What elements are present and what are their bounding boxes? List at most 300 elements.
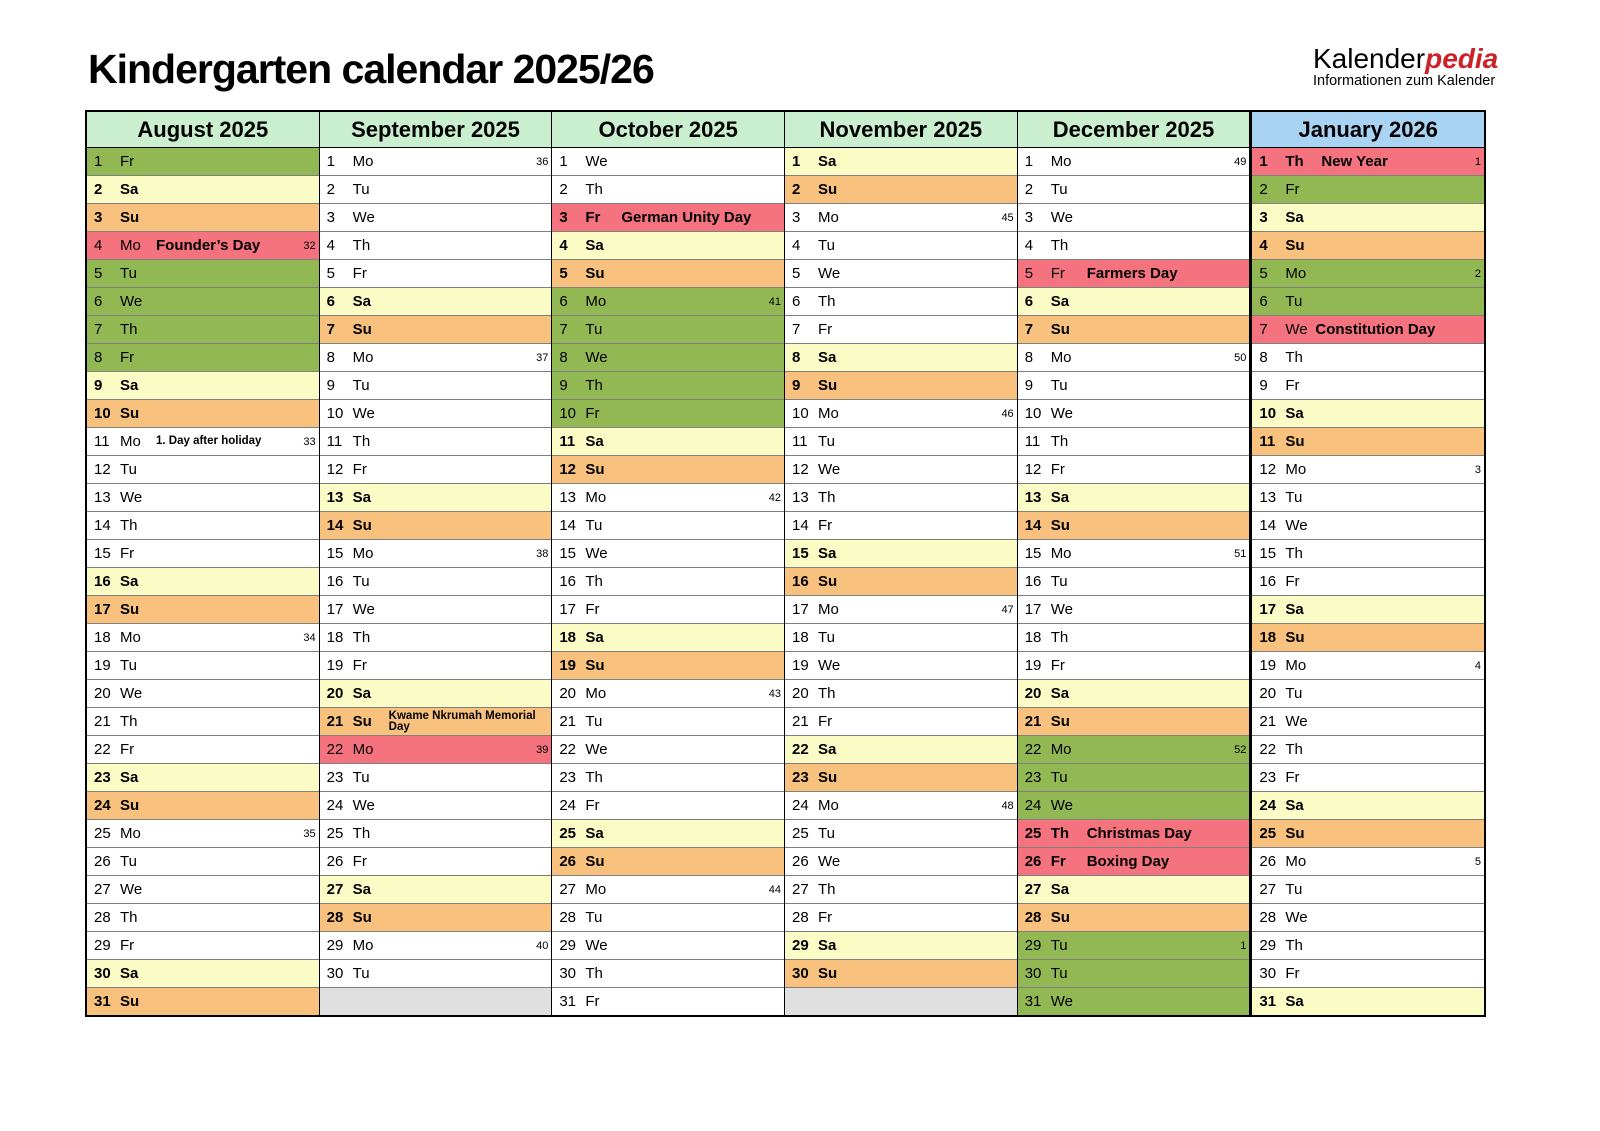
day-number: 16 bbox=[326, 573, 344, 590]
day-cell bbox=[87, 400, 319, 428]
weekday-abbrev: We bbox=[120, 293, 143, 310]
day-number: 26 bbox=[792, 853, 809, 870]
day-number: 7 bbox=[326, 321, 336, 338]
day-number: 3 bbox=[1259, 209, 1268, 226]
day-cell bbox=[785, 204, 1017, 232]
day-cell bbox=[1252, 456, 1484, 484]
day-number: 12 bbox=[94, 461, 111, 478]
weekday-abbrev: Tu bbox=[1050, 377, 1068, 394]
day-number: 26 bbox=[1024, 853, 1042, 870]
day-cell bbox=[87, 512, 319, 540]
weekday-abbrev: We bbox=[818, 461, 841, 478]
weekday-abbrev: Th bbox=[1285, 937, 1303, 954]
day-number: 3 bbox=[94, 209, 103, 226]
day-cell bbox=[87, 232, 319, 260]
day-number: 3 bbox=[326, 209, 336, 226]
day-cell bbox=[785, 736, 1017, 764]
day-cell bbox=[320, 288, 552, 316]
weekday-abbrev: We bbox=[352, 209, 375, 226]
weekday-abbrev: Th bbox=[1285, 349, 1303, 366]
day-cell bbox=[320, 568, 552, 596]
holiday-label: Christmas Day bbox=[1086, 825, 1192, 842]
day-number: 25 bbox=[792, 825, 809, 842]
day-number: 11 bbox=[94, 433, 110, 450]
weekday-abbrev: Fr bbox=[818, 713, 833, 730]
day-number: 18 bbox=[326, 629, 344, 646]
weekday-abbrev: Su bbox=[120, 405, 140, 422]
day-number: 14 bbox=[1024, 517, 1042, 534]
weekday-abbrev: Sa bbox=[818, 937, 837, 954]
weekday-abbrev: Sa bbox=[1285, 797, 1304, 814]
weekday-abbrev: Th bbox=[120, 713, 138, 730]
day-cell bbox=[785, 316, 1017, 344]
day-number: 17 bbox=[1259, 601, 1277, 618]
weekday-abbrev: Mo bbox=[1285, 461, 1307, 478]
week-number: 5 bbox=[1474, 855, 1482, 868]
day-number: 19 bbox=[94, 657, 111, 674]
day-number: 6 bbox=[1024, 293, 1034, 310]
day-number: 12 bbox=[326, 461, 344, 478]
day-number: 19 bbox=[559, 657, 577, 674]
day-cell bbox=[1018, 932, 1250, 960]
day-number: 17 bbox=[326, 601, 344, 618]
day-cell bbox=[1252, 904, 1484, 932]
week-number: 43 bbox=[768, 687, 782, 700]
month-column-august-2025 bbox=[87, 112, 319, 1015]
day-number: 30 bbox=[94, 965, 111, 982]
weekday-abbrev: Th bbox=[585, 573, 603, 590]
day-cell bbox=[87, 568, 319, 596]
day-cell bbox=[87, 848, 319, 876]
day-cell bbox=[1252, 848, 1484, 876]
weekday-abbrev: Sa bbox=[818, 545, 837, 562]
week-number: 51 bbox=[1234, 547, 1247, 560]
weekday-abbrev: Fr bbox=[1285, 769, 1300, 786]
weekday-abbrev: Sa bbox=[1050, 685, 1070, 702]
weekday-abbrev: We bbox=[1050, 405, 1073, 422]
day-number: 13 bbox=[792, 489, 809, 506]
weekday-abbrev: Mo bbox=[1050, 741, 1072, 758]
day-cell bbox=[87, 148, 319, 176]
day-cell bbox=[320, 540, 552, 568]
day-number: 8 bbox=[559, 349, 568, 366]
day-number: 16 bbox=[1259, 573, 1277, 590]
day-cell bbox=[1252, 708, 1484, 736]
day-cell bbox=[87, 764, 319, 792]
month-header-december-2025: December 2025 bbox=[1018, 112, 1250, 148]
day-cell bbox=[785, 176, 1017, 204]
weekday-abbrev: Sa bbox=[1285, 209, 1304, 226]
day-cell bbox=[785, 680, 1017, 708]
weekday-abbrev: Tu bbox=[1050, 937, 1068, 954]
weekday-abbrev: Fr bbox=[1050, 657, 1065, 674]
day-number: 21 bbox=[792, 713, 809, 730]
weekday-abbrev: Su bbox=[585, 853, 605, 870]
day-cell bbox=[785, 596, 1017, 624]
day-cell bbox=[785, 288, 1017, 316]
week-number: 52 bbox=[1234, 743, 1247, 756]
day-number: 16 bbox=[559, 573, 577, 590]
day-cell bbox=[1252, 316, 1484, 344]
day-number: 13 bbox=[559, 489, 577, 506]
weekday-abbrev: Tu bbox=[120, 461, 137, 478]
day-number: 21 bbox=[559, 713, 577, 730]
weekday-abbrev: Fr bbox=[585, 405, 600, 422]
day-cell bbox=[552, 876, 784, 904]
day-cell bbox=[1252, 932, 1484, 960]
day-number: 4 bbox=[326, 237, 336, 254]
day-number: 21 bbox=[94, 713, 111, 730]
day-number: 26 bbox=[1259, 853, 1277, 870]
weekday-abbrev: Mo bbox=[1285, 657, 1307, 674]
weekday-abbrev: We bbox=[1050, 209, 1073, 226]
day-number: 20 bbox=[559, 685, 577, 702]
day-number: 27 bbox=[792, 881, 809, 898]
weekday-abbrev: Mo bbox=[352, 349, 374, 366]
day-cell bbox=[320, 624, 552, 652]
day-cell bbox=[320, 372, 552, 400]
day-number: 10 bbox=[326, 405, 344, 422]
day-number: 18 bbox=[1259, 629, 1277, 646]
weekday-abbrev: We bbox=[1285, 909, 1308, 926]
weekday-abbrev: Su bbox=[818, 965, 838, 982]
day-cell bbox=[785, 484, 1017, 512]
day-cell bbox=[1018, 400, 1250, 428]
day-cell bbox=[1018, 988, 1250, 1015]
day-number: 22 bbox=[326, 741, 344, 758]
day-number: 19 bbox=[1024, 657, 1042, 674]
day-number: 2 bbox=[559, 181, 568, 198]
day-cell bbox=[87, 204, 319, 232]
weekday-abbrev: Tu bbox=[1285, 881, 1303, 898]
day-cell bbox=[785, 428, 1017, 456]
day-cell bbox=[1018, 708, 1250, 736]
day-number: 6 bbox=[1259, 293, 1268, 310]
day-number: 23 bbox=[1024, 769, 1042, 786]
day-number: 28 bbox=[94, 909, 111, 926]
weekday-abbrev: Fr bbox=[1050, 461, 1065, 478]
day-number: 29 bbox=[559, 937, 577, 954]
weekday-abbrev: We bbox=[120, 685, 143, 702]
day-cell bbox=[87, 540, 319, 568]
weekday-abbrev: Su bbox=[585, 657, 605, 674]
day-cell bbox=[87, 932, 319, 960]
day-cell bbox=[1252, 960, 1484, 988]
weekday-abbrev: Fr bbox=[120, 545, 135, 562]
day-cell bbox=[1252, 232, 1484, 260]
day-number: 19 bbox=[1259, 657, 1277, 674]
weekday-abbrev: Su bbox=[120, 993, 140, 1010]
weekday-abbrev: Su bbox=[585, 461, 605, 478]
day-number: 19 bbox=[326, 657, 344, 674]
month-header-august-2025: August 2025 bbox=[87, 112, 319, 148]
day-number: 22 bbox=[1024, 741, 1042, 758]
day-number: 24 bbox=[792, 797, 809, 814]
day-number: 23 bbox=[326, 769, 344, 786]
day-number: 19 bbox=[792, 657, 809, 674]
day-number: 28 bbox=[1024, 909, 1042, 926]
logo-wordmark bbox=[1313, 44, 1498, 73]
day-cell bbox=[785, 400, 1017, 428]
day-number: 24 bbox=[326, 797, 344, 814]
weekday-abbrev: Su bbox=[1050, 713, 1070, 730]
day-cell bbox=[1252, 988, 1484, 1015]
day-number: 13 bbox=[1024, 489, 1042, 506]
day-number: 1 bbox=[326, 153, 336, 170]
weekday-abbrev: We bbox=[585, 153, 608, 170]
day-number: 14 bbox=[1259, 517, 1277, 534]
day-cell bbox=[87, 596, 319, 624]
day-number: 11 bbox=[1024, 433, 1041, 450]
day-cell bbox=[320, 960, 552, 988]
weekday-abbrev: Th bbox=[352, 433, 371, 450]
weekday-abbrev: Sa bbox=[120, 769, 139, 786]
day-cell bbox=[320, 148, 552, 176]
day-number: 27 bbox=[1024, 881, 1042, 898]
day-number: 23 bbox=[559, 769, 577, 786]
day-number: 6 bbox=[559, 293, 568, 310]
weekday-abbrev: Mo bbox=[818, 209, 839, 226]
weekday-abbrev: Mo bbox=[585, 881, 607, 898]
weekday-abbrev: We bbox=[818, 657, 841, 674]
day-number: 10 bbox=[1259, 405, 1277, 422]
day-number: 10 bbox=[792, 405, 809, 422]
day-cell bbox=[1252, 512, 1484, 540]
weekday-abbrev: We bbox=[1050, 993, 1073, 1010]
weekday-abbrev: Fr bbox=[1285, 181, 1300, 198]
weekday-abbrev: Th bbox=[352, 237, 371, 254]
weekday-abbrev: Su bbox=[120, 601, 140, 618]
weekday-abbrev: Th bbox=[120, 909, 138, 926]
day-number: 25 bbox=[94, 825, 111, 842]
weekday-abbrev: Sa bbox=[120, 181, 139, 198]
weekday-abbrev: Th bbox=[1285, 153, 1304, 170]
day-number: 31 bbox=[559, 993, 577, 1010]
day-cell bbox=[1018, 316, 1250, 344]
weekday-abbrev: Sa bbox=[585, 433, 604, 450]
day-cell bbox=[87, 344, 319, 372]
day-cell bbox=[320, 652, 552, 680]
day-cell bbox=[87, 904, 319, 932]
day-cell bbox=[320, 736, 552, 764]
week-number: 40 bbox=[536, 939, 549, 952]
year-calendar-grid bbox=[85, 110, 1486, 1017]
day-cell bbox=[785, 624, 1017, 652]
day-cell bbox=[1018, 848, 1250, 876]
day-cell bbox=[320, 708, 552, 736]
day-cell bbox=[1252, 540, 1484, 568]
week-number: 1 bbox=[1474, 155, 1482, 168]
weekday-abbrev: Su bbox=[352, 909, 372, 926]
day-number: 25 bbox=[1024, 825, 1042, 842]
month-header-september-2025: September 2025 bbox=[320, 112, 552, 148]
weekday-abbrev: We bbox=[818, 265, 841, 282]
logo-text-red: pedia bbox=[1425, 43, 1499, 74]
day-number: 14 bbox=[792, 517, 809, 534]
weekday-abbrev: Fr bbox=[120, 349, 135, 366]
weekday-abbrev: Mo bbox=[1285, 265, 1307, 282]
day-cell bbox=[1252, 680, 1484, 708]
weekday-abbrev: Th bbox=[818, 881, 836, 898]
week-number: 37 bbox=[536, 351, 549, 364]
week-number: 49 bbox=[1234, 155, 1247, 168]
day-number: 9 bbox=[1024, 377, 1034, 394]
day-cell bbox=[320, 456, 552, 484]
day-cell bbox=[552, 372, 784, 400]
day-cell bbox=[785, 344, 1017, 372]
day-cell bbox=[320, 232, 552, 260]
day-cell bbox=[87, 988, 319, 1015]
day-cell bbox=[552, 400, 784, 428]
day-cell bbox=[1252, 372, 1484, 400]
weekday-abbrev: Tu bbox=[352, 965, 370, 982]
weekday-abbrev: Su bbox=[1285, 237, 1305, 254]
holiday-label: Boxing Day bbox=[1086, 853, 1170, 870]
day-number: 27 bbox=[559, 881, 577, 898]
day-cell bbox=[785, 540, 1017, 568]
weekday-abbrev: Sa bbox=[352, 293, 372, 310]
day-number: 2 bbox=[326, 181, 336, 198]
day-cell bbox=[1018, 148, 1250, 176]
weekday-abbrev: Tu bbox=[585, 517, 603, 534]
day-number: 31 bbox=[1259, 993, 1277, 1010]
weekday-abbrev: Fr bbox=[585, 993, 600, 1010]
weekday-abbrev: Tu bbox=[585, 321, 603, 338]
weekday-abbrev: Su bbox=[585, 265, 605, 282]
day-cell bbox=[552, 820, 784, 848]
day-number: 10 bbox=[94, 405, 111, 422]
weekday-abbrev: Fr bbox=[585, 601, 600, 618]
day-cell bbox=[320, 904, 552, 932]
day-cell bbox=[552, 484, 784, 512]
day-number: 3 bbox=[1024, 209, 1034, 226]
day-cell bbox=[1252, 736, 1484, 764]
day-number: 12 bbox=[1024, 461, 1042, 478]
day-cell bbox=[552, 148, 784, 176]
weekday-abbrev: Mo bbox=[585, 685, 607, 702]
day-number: 29 bbox=[1024, 937, 1042, 954]
day-cell bbox=[785, 848, 1017, 876]
weekday-abbrev: Su bbox=[1050, 321, 1070, 338]
weekday-abbrev: Su bbox=[818, 769, 838, 786]
day-number: 7 bbox=[792, 321, 801, 338]
weekday-abbrev: We bbox=[352, 601, 375, 618]
day-cell bbox=[320, 932, 552, 960]
day-cell bbox=[1018, 540, 1250, 568]
day-number: 7 bbox=[1259, 321, 1268, 338]
week-number: 34 bbox=[303, 631, 316, 644]
weekday-abbrev: Mo bbox=[120, 433, 141, 450]
weekday-abbrev: Mo bbox=[1285, 853, 1307, 870]
day-cell bbox=[1252, 176, 1484, 204]
day-number: 20 bbox=[1024, 685, 1042, 702]
day-number: 11 bbox=[792, 433, 808, 450]
day-cell bbox=[785, 232, 1017, 260]
day-number: 29 bbox=[326, 937, 344, 954]
day-cell bbox=[1018, 680, 1250, 708]
weekday-abbrev: Su bbox=[1285, 433, 1305, 450]
day-cell bbox=[552, 176, 784, 204]
day-number: 7 bbox=[94, 321, 103, 338]
day-cell bbox=[785, 456, 1017, 484]
day-cell bbox=[87, 428, 319, 456]
weekday-abbrev: We bbox=[585, 545, 608, 562]
weekday-abbrev: We bbox=[120, 489, 143, 506]
weekday-abbrev: Su bbox=[352, 321, 372, 338]
day-number: 2 bbox=[94, 181, 103, 198]
day-number: 23 bbox=[792, 769, 809, 786]
weekday-abbrev: Tu bbox=[120, 657, 137, 674]
day-number: 28 bbox=[559, 909, 577, 926]
day-number: 1 bbox=[559, 153, 568, 170]
day-cell bbox=[1018, 960, 1250, 988]
day-cell bbox=[552, 344, 784, 372]
day-cell bbox=[320, 792, 552, 820]
holiday-label: New Year bbox=[1321, 153, 1388, 170]
week-number: 41 bbox=[768, 295, 782, 308]
weekday-abbrev: Su bbox=[818, 377, 838, 394]
day-cell bbox=[552, 848, 784, 876]
weekday-abbrev: Tu bbox=[352, 573, 370, 590]
weekday-abbrev: Sa bbox=[585, 629, 604, 646]
week-number: 45 bbox=[1001, 211, 1014, 224]
day-number: 15 bbox=[326, 545, 344, 562]
weekday-abbrev: Th bbox=[818, 489, 836, 506]
day-number: 12 bbox=[559, 461, 577, 478]
day-number: 13 bbox=[94, 489, 111, 506]
week-number: 39 bbox=[536, 743, 549, 756]
weekday-abbrev: Sa bbox=[352, 881, 372, 898]
day-number: 16 bbox=[94, 573, 111, 590]
day-cell bbox=[1252, 792, 1484, 820]
weekday-abbrev: Su bbox=[120, 797, 140, 814]
weekday-abbrev: Sa bbox=[352, 489, 372, 506]
week-number: 2 bbox=[1474, 267, 1482, 280]
day-number: 31 bbox=[94, 993, 111, 1010]
day-cell bbox=[1252, 288, 1484, 316]
weekday-abbrev: Th bbox=[1050, 825, 1070, 842]
holiday-label: Kwame Nkrumah Memorial Day bbox=[388, 709, 536, 733]
weekday-abbrev: Mo bbox=[1050, 349, 1072, 366]
month-column-september-2025 bbox=[319, 112, 552, 1015]
weekday-abbrev: Th bbox=[818, 293, 836, 310]
day-number: 17 bbox=[94, 601, 111, 618]
day-cell bbox=[320, 764, 552, 792]
day-cell bbox=[1018, 176, 1250, 204]
day-number: 23 bbox=[94, 769, 111, 786]
empty-cell bbox=[785, 988, 1017, 1015]
holiday-label: Founder’s Day bbox=[156, 237, 261, 254]
day-cell bbox=[1252, 484, 1484, 512]
day-cell bbox=[87, 316, 319, 344]
day-cell bbox=[1018, 204, 1250, 232]
day-cell bbox=[552, 652, 784, 680]
day-number: 25 bbox=[326, 825, 344, 842]
day-cell bbox=[552, 568, 784, 596]
weekday-abbrev: Mo bbox=[1050, 545, 1072, 562]
day-number: 5 bbox=[1024, 265, 1034, 282]
day-number: 29 bbox=[792, 937, 809, 954]
weekday-abbrev: Mo bbox=[120, 237, 141, 254]
day-number: 29 bbox=[94, 937, 111, 954]
weekday-abbrev: Su bbox=[1050, 909, 1070, 926]
day-cell bbox=[1018, 344, 1250, 372]
day-number: 27 bbox=[94, 881, 111, 898]
weekday-abbrev: Tu bbox=[352, 769, 370, 786]
day-number: 24 bbox=[94, 797, 111, 814]
weekday-abbrev: Fr bbox=[1050, 265, 1065, 282]
day-number: 30 bbox=[326, 965, 344, 982]
